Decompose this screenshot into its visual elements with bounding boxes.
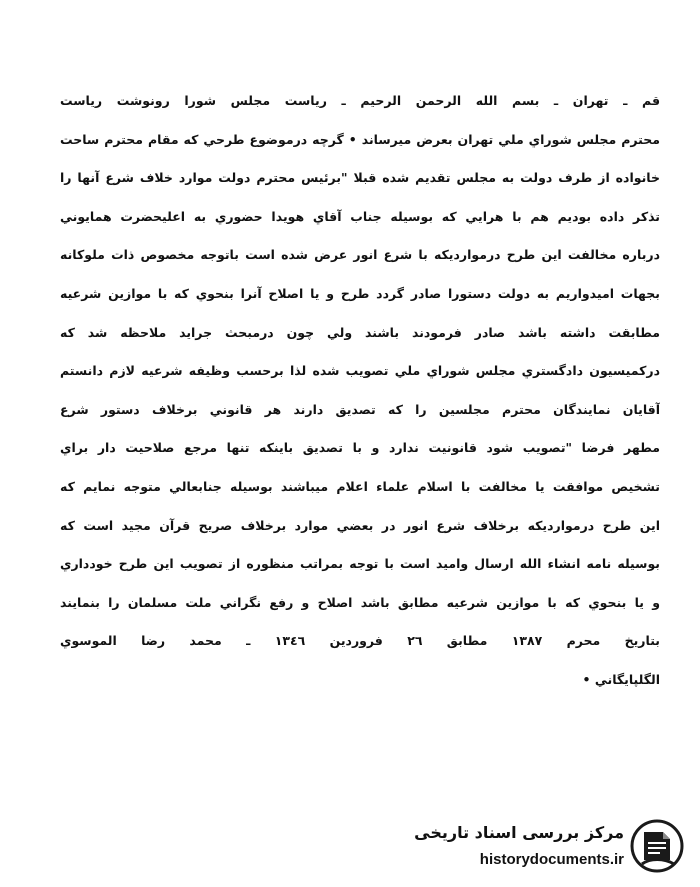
- document-line: خانواده از طرف دولت به مجلس تقديم شده قبلا "برئيس محترم دولت موارد خلاف شرع آنها را: [60, 170, 660, 186]
- document-line: اين طرح درموارديكه برخلاف شرع انور در بعضي موارد برخلاف صريح قرآن مجيد است كه: [60, 517, 660, 533]
- document-line: مطهر فرضا "تصويب شود قانونيت ندارد و با تصديق باينكه تنها مرجع صلاحيت دار براي: [60, 440, 660, 456]
- document-line: مطابقت داشته باشد صادر فرمودند باشند ولي چون درمبحث جرايد ملاحظه شد كه: [60, 324, 660, 340]
- document-line: درباره مخالفت اين طرح درموارديكه با شرع انور عرض شده است باتوجه مخصوص ذات ملوكانه: [60, 247, 660, 263]
- archive-url[interactable]: historydocuments.ir: [479, 851, 624, 868]
- document-line: دركميسيون دادگستري مجلس شوراي ملي تصويب شده لذا برحسب وظيفه شرعيه لازم دانستم: [60, 363, 660, 379]
- document-line: تذكر داده بوديم هم با هرايي كه بوسيله جناب آقاي هويدا حضوري به اعليحضرت همايوني: [60, 208, 660, 224]
- document-line: قم ـ تهران ـ بسم الله الرحمن الرحيم ـ رياست مجلس شورا رونوشت رياست: [60, 93, 660, 108]
- document-archive-logo-icon: [630, 819, 684, 873]
- document-line: بجهات اميدواريم به دولت دستورا صادر گردد طرح و يا اصلاح آنرا بنحوي كه با موازين شرعيه: [60, 285, 660, 301]
- document-body: [60, 82, 660, 700]
- archive-footer: [410, 815, 690, 879]
- document-line: محترم مجلس شوراي ملي تهران بعرض ميرساند • گرچه درموضوع طرحي كه مقام محترم ساحت: [60, 131, 660, 147]
- document-line: تشخيص موافقت يا مخالفت با اسلام علماء اعلام ميباشند بوسيله جنابعالي متوجه نمايم كه: [60, 478, 660, 494]
- document-line: آقايان نمايندگان محترم مجلسين را كه تصديق دارند هر قانوني برخلاف دستور شرع: [60, 401, 660, 417]
- document-line: بتاريخ محرم ١٣٨٧ مطابق ٢٦ فروردين ١٣٤٦ ـ محمد رضا الموسوي: [60, 633, 660, 649]
- document-line: و يا بنحوي كه با موازين شرعيه مطابق باشد اصلاح و رفع نگراني ملت مسلمان را بنمايند: [60, 594, 660, 610]
- document-line: بوسيله نامه انشاء الله ارسال واميد است با توجه بمراتب منظوره از تصويب اين طرح خودداري: [60, 556, 660, 572]
- archive-name: مرکز بررسی اسناد تاریخی: [414, 823, 624, 842]
- document-signature: الگلپايگاني •: [582, 671, 660, 687]
